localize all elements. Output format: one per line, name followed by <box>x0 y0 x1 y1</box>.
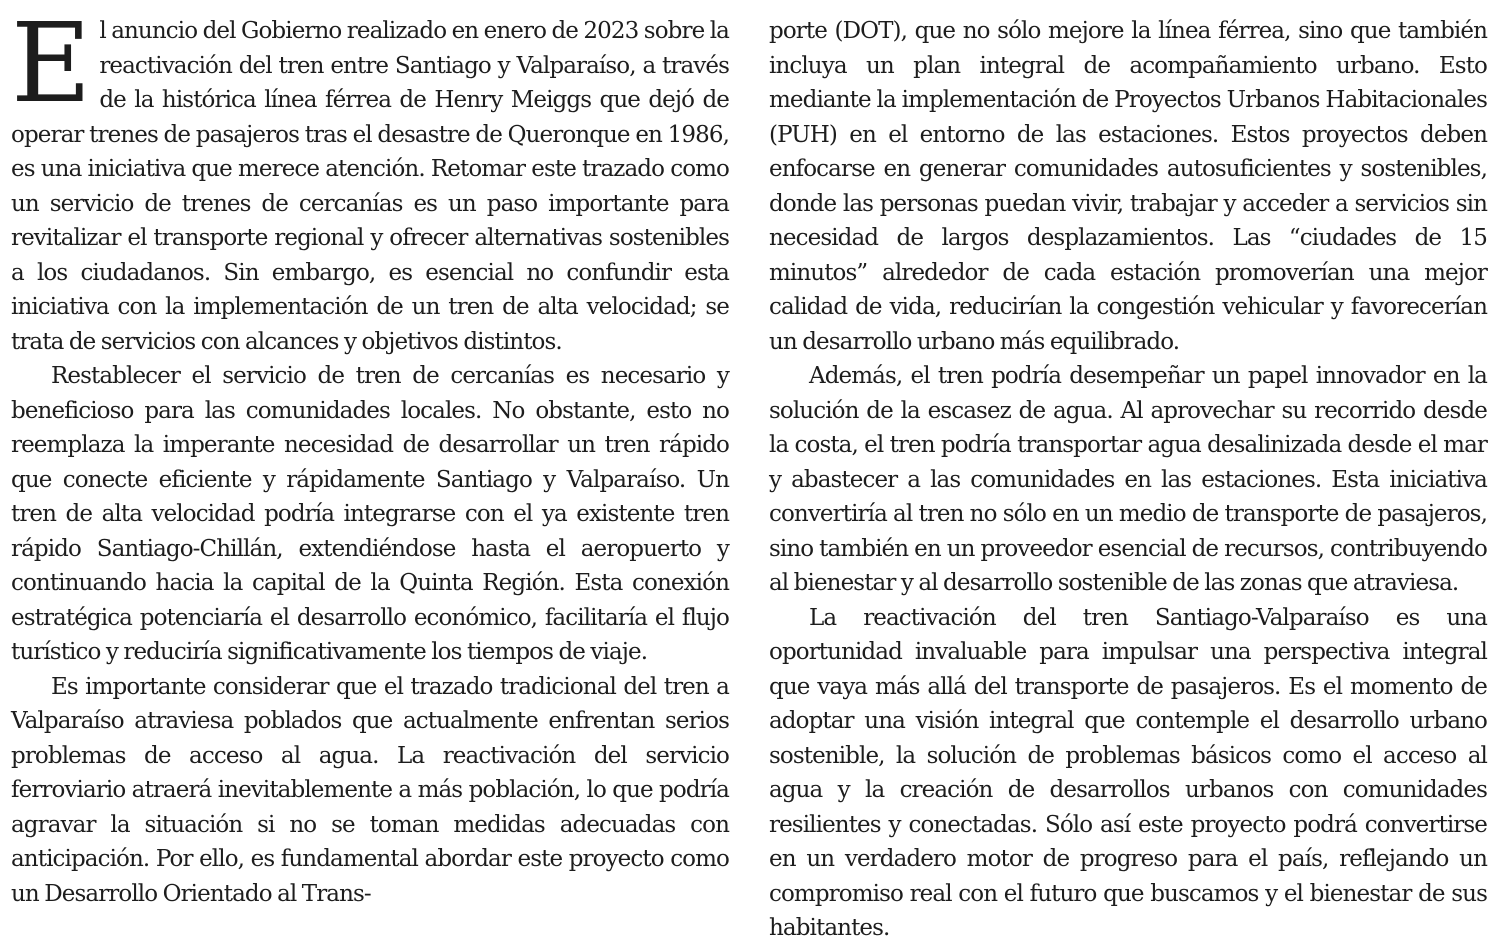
paragraph: porte (DOT), que no sólo mejore la línea férrea, sino que también incluya un plan integral de acompañamiento urbano. Esto mediante la implementación de Proyectos Urbanos Habitacionales (PUH) en el entorno de las estaciones. Estos proyectos deben enfocarse en generar comunidades autosuficientes y sostenibles, donde las personas puedan vivir, trabajar y acceder a servicios sin necesidad de largos desplazamientos. Las “ciudades de 15 minutos” alrededor de cada estación promoverían una mejor calidad de vida, reducirían la congestión vehicular y favorecerían un desarrollo urbano más equilibrado. <box>769 18 1487 355</box>
paragraph: Es importante considerar que el trazado tradicional del tren a Valparaíso atraviesa poblados que actualmente enfrentan serios problemas de acceso al agua. La reactivación del servicio ferroviario atraerá inevitablemente a más población, lo que podría agravar la situación si no se toman medidas adecuadas con anticipación. Por ello, es fundamental abordar este proyecto como un Desarrollo Orientado al Trans- <box>11 673 729 907</box>
paragraph: Además, el tren podría desempeñar un papel innovador en la solución de la escasez de agua. Al aprovechar su recorrido desde la costa, el tren podría transportar agua desalinizada desde el mar y abastecer a las comunidades en las estaciones. Esta iniciativa convertiría al tren no sólo en un medio de transporte de pasajeros, sino también en un proveedor esencial de recursos, contribuyendo al bienestar y al desarrollo sostenible de las zonas que atraviesa. <box>769 363 1487 596</box>
paragraph-text: l anuncio del Gobierno realizado en enero de 2023 sobre la reactivación del tren entre Santiago y Valparaíso, a través de la histórica línea férrea de Henry Meiggs que dejó de operar trenes de pasajeros tras el desastre de Queronque en 1986, es una iniciativa que merece atención. Retomar este trazado como un servicio de trenes de cercanías es un paso importante para revitalizar el transporte regional y ofrecer alternativas sostenibles a los ciudadanos. Sin embargo, es esencial no confundir esta iniciativa con la implementación de un tren de alta velocidad; se trata de servicios con alcances y objetivos distintos. <box>11 18 729 355</box>
paragraph <box>11 0 729 359</box>
right-column <box>769 14 1487 941</box>
paragraph: La reactivación del tren Santiago-Valparaíso es una oportunidad invaluable para impulsar una perspectiva integral que vaya más allá del transporte de pasajeros. Es el momento de adoptar una visión integral que contemple el desarrollo urbano sostenible, la solución de problemas básicos como el acceso al agua y la creación de desarrollos urbanos con comunidades resilientes y conectadas. Sólo así este proyecto podrá convertirse en un verdadero motor de progreso para el país, reflejando un compromiso real con el futuro que buscamos y el bienestar de sus habitantes. <box>769 604 1487 941</box>
paragraph: Restablecer el servicio de tren de cercanías es necesario y beneficioso para las comunidades locales. No obstante, esto no reemplaza la imperante necesidad de desarrollar un tren rápido que conecte eficiente y rápidamente Santiago y Valparaíso. Un tren de alta velocidad podría integrarse con el ya existente tren rápido Santiago-Chillán, extendiéndose hasta el aeropuerto y continuando hacia la capital de la Quinta Región. Esta conexión estratégica potenciaría el desarrollo económico, facilitaría el flujo turístico y reduciría significativamente los tiempos de viaje. <box>11 363 729 665</box>
drop-cap: E <box>11 0 92 127</box>
left-column <box>11 0 729 907</box>
